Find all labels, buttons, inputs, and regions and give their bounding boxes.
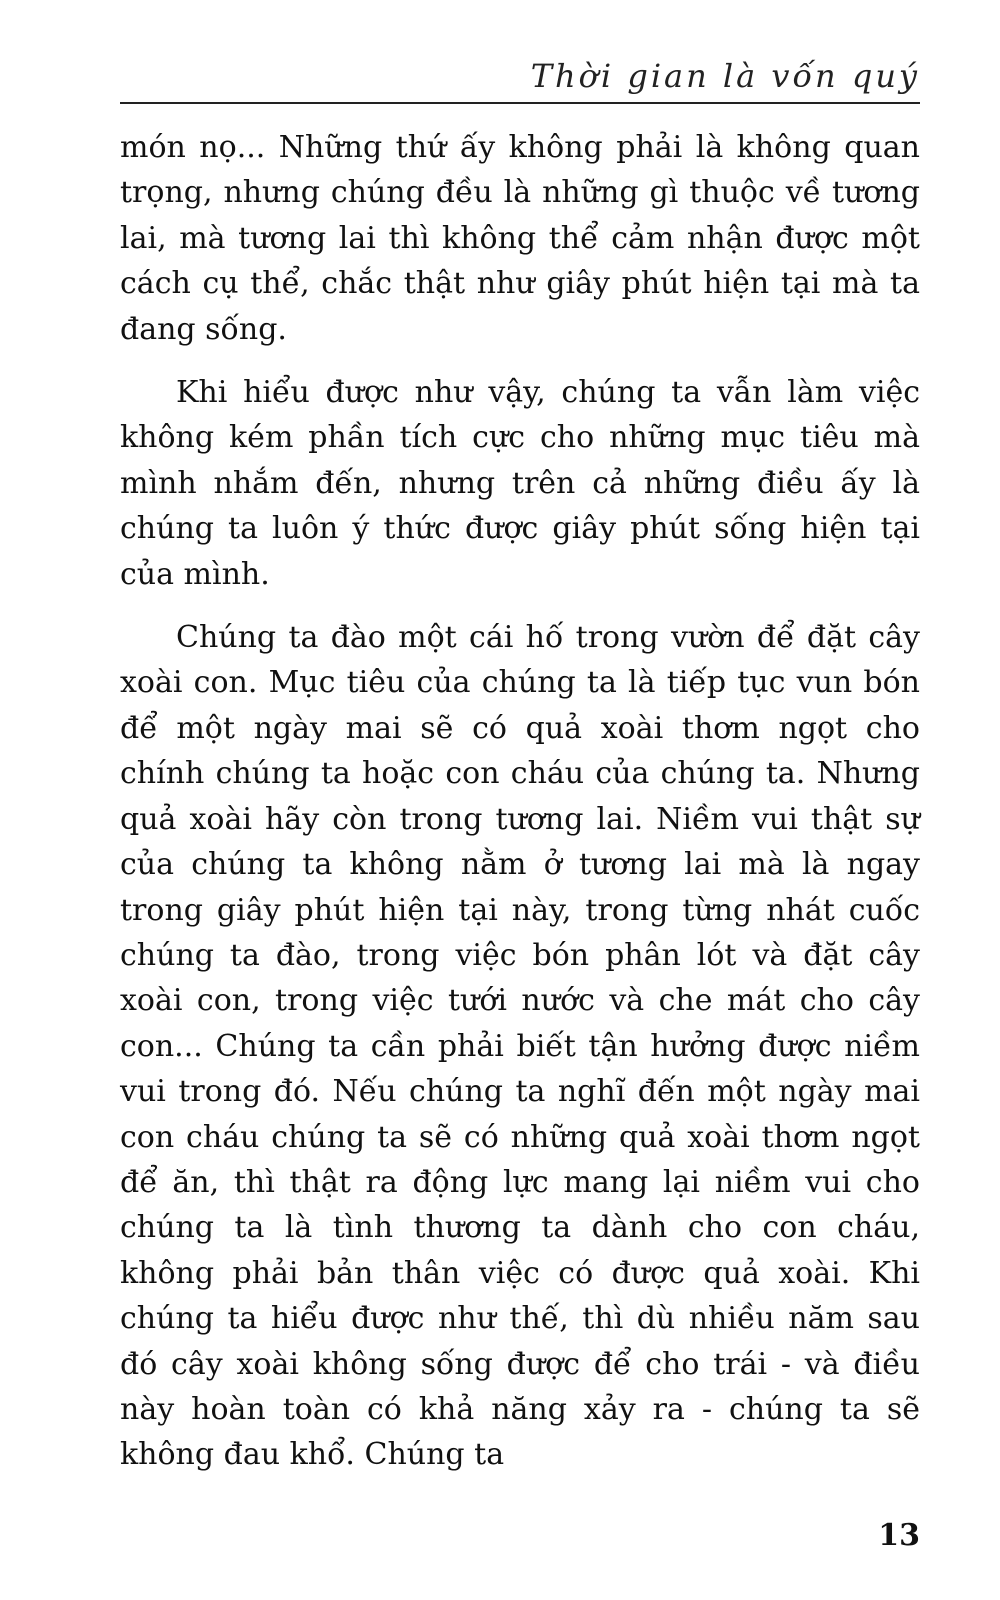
paragraph-awareness: Khi hiểu được như vậy, chúng ta vẫn làm việc không kém phần tích cực cho những mục tiêu mà mình nhắm đến, nhưng trên cả những điều ấy là chúng ta luôn ý thức được giây phút sống hiện tại của mình. xyxy=(120,375,920,592)
header-divider xyxy=(120,102,920,104)
body-text xyxy=(120,125,920,1496)
page-number: 13 xyxy=(878,1518,920,1553)
running-header-title: Thời gian là vốn quý xyxy=(530,57,920,95)
paragraph-continuation: món nọ... Những thứ ấy không phải là không quan trọng, nhưng chúng đều là những gì thuộc về tương lai, mà tương lai thì không thể cảm nhận được một cách cụ thể, chắc thật như giây phút hiện tại mà ta đang sống. xyxy=(120,130,920,347)
paragraph-mango-tree: Chúng ta đào một cái hố trong vườn để đặt cây xoài con. Mục tiêu của chúng ta là tiếp tục vun bón để một ngày mai sẽ có quả xoài thơm ngọt cho chính chúng ta hoặc con cháu của chúng ta. Nhưng quả xoài hãy còn trong tương lai. Niềm vui thật sự của chúng ta không nằm ở tương lai mà là ngay trong giây phút hiện tại này, trong từng nhát cuốc chúng ta đào, trong việc bón phân lót và đặt cây xoài con, trong việc tưới nước và che mát cho cây con... Chúng ta cần phải biết tận hưởng được niềm vui trong đó. Nếu chúng ta nghĩ đến một ngày mai con cháu chúng ta sẽ có những quả xoài thơm ngọt để ăn, thì thật ra động lực mang lại niềm vui cho chúng ta là tình thương ta dành cho con cháu, không phải bản thân việc có được quả xoài. Khi chúng ta hiểu được như thế, thì dù nhiều năm sau đó cây xoài không sống được để cho trái - và điều này hoàn toàn có khả năng xảy ra - chúng ta sẽ không đau khổ. Chúng ta xyxy=(120,620,920,1473)
